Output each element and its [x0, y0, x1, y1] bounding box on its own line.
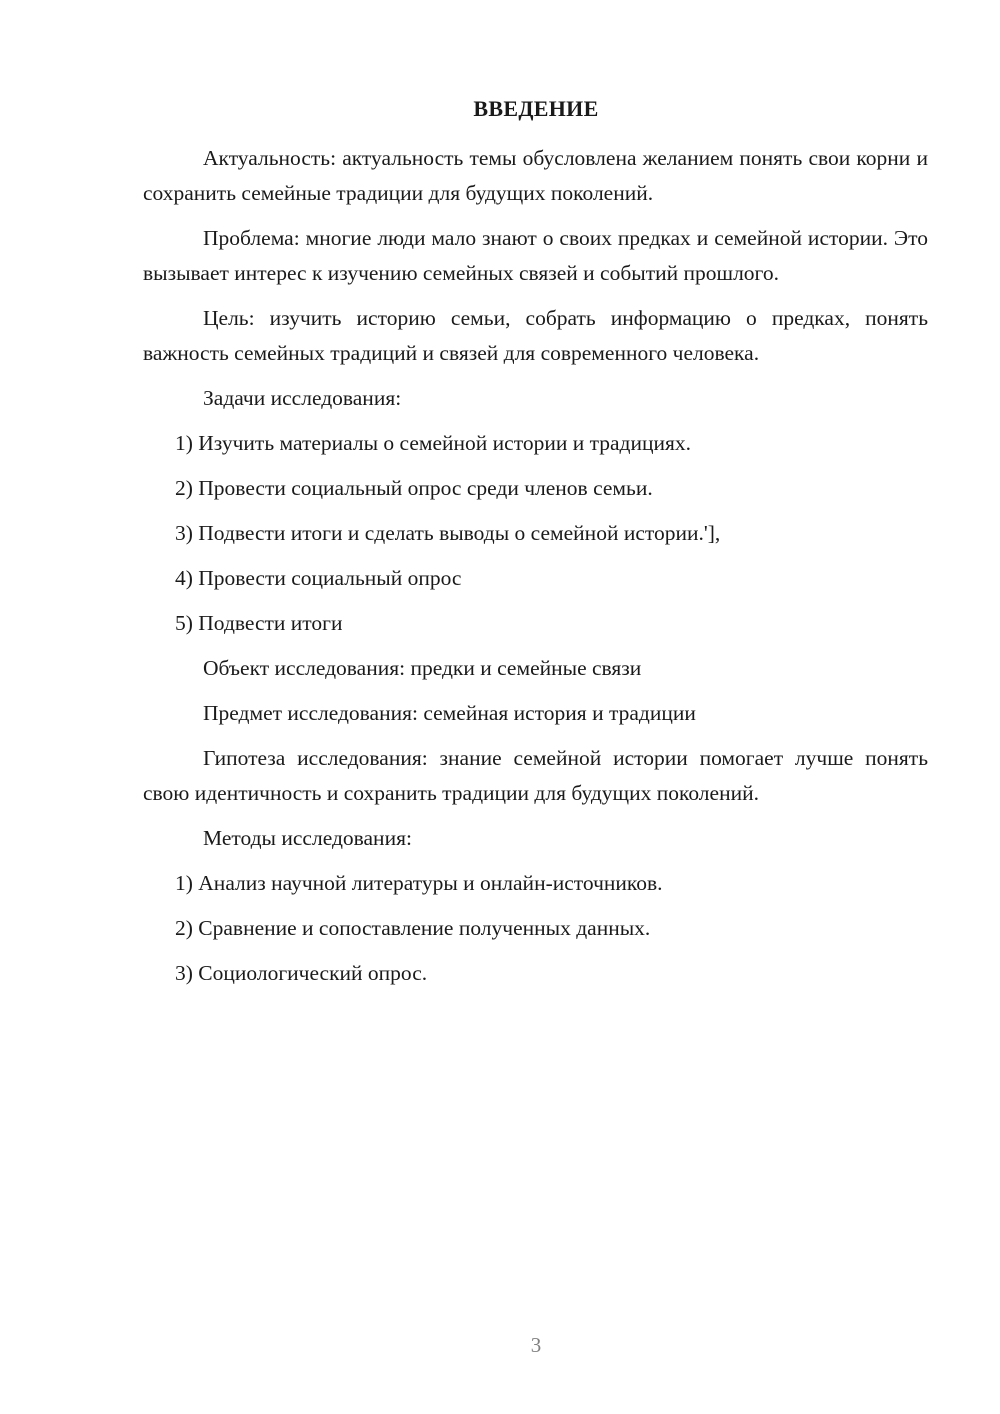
- object-paragraph: Объект исследования: предки и семейные связи: [203, 656, 642, 680]
- hypothesis-paragraph: Гипотеза исследования: знание семейной истории помогает лучше понять свою идентичность и сохранить традиции для будущих поколений.: [143, 746, 928, 805]
- problem-paragraph: Проблема: многие люди мало знают о своих предках и семейной истории. Это вызывает интерес к изучению семейных связей и событий прошлого.: [143, 226, 928, 285]
- list-item: 3) Социологический опрос.: [175, 961, 428, 985]
- tasks-list: [143, 426, 928, 641]
- list-item: 2) Сравнение и сопоставление полученных данных.: [175, 916, 651, 940]
- list-item: 2) Провести социальный опрос среди членов семьи.: [175, 476, 653, 500]
- methods-heading: Методы исследования:: [203, 826, 412, 850]
- page-number: 3: [530, 1333, 542, 1357]
- list-item: 1) Анализ научной литературы и онлайн-источников.: [175, 871, 663, 895]
- list-item: 4) Провести социальный опрос: [175, 566, 462, 590]
- tasks-heading: Задачи исследования:: [203, 386, 402, 410]
- goal-paragraph: Цель: изучить историю семьи, собрать информацию о предках, понять важность семейных традиций и связей для современного человека.: [143, 306, 928, 365]
- subject-paragraph: Предмет исследования: семейная история и традиции: [203, 701, 696, 725]
- list-item: 1) Изучить материалы о семейной истории и традициях.: [175, 431, 692, 455]
- methods-list: [143, 866, 928, 991]
- relevance-paragraph: Актуальность: актуальность темы обусловлена желанием понять свои корни и сохранить семейные традиции для будущих поколений.: [143, 146, 928, 205]
- document-body: [143, 141, 928, 1001]
- list-item: 5) Подвести итоги: [175, 611, 343, 635]
- page-title: ВВЕДЕНИЕ: [473, 96, 599, 121]
- list-item: 3) Подвести итоги и сделать выводы о семейной истории.'],: [175, 521, 721, 545]
